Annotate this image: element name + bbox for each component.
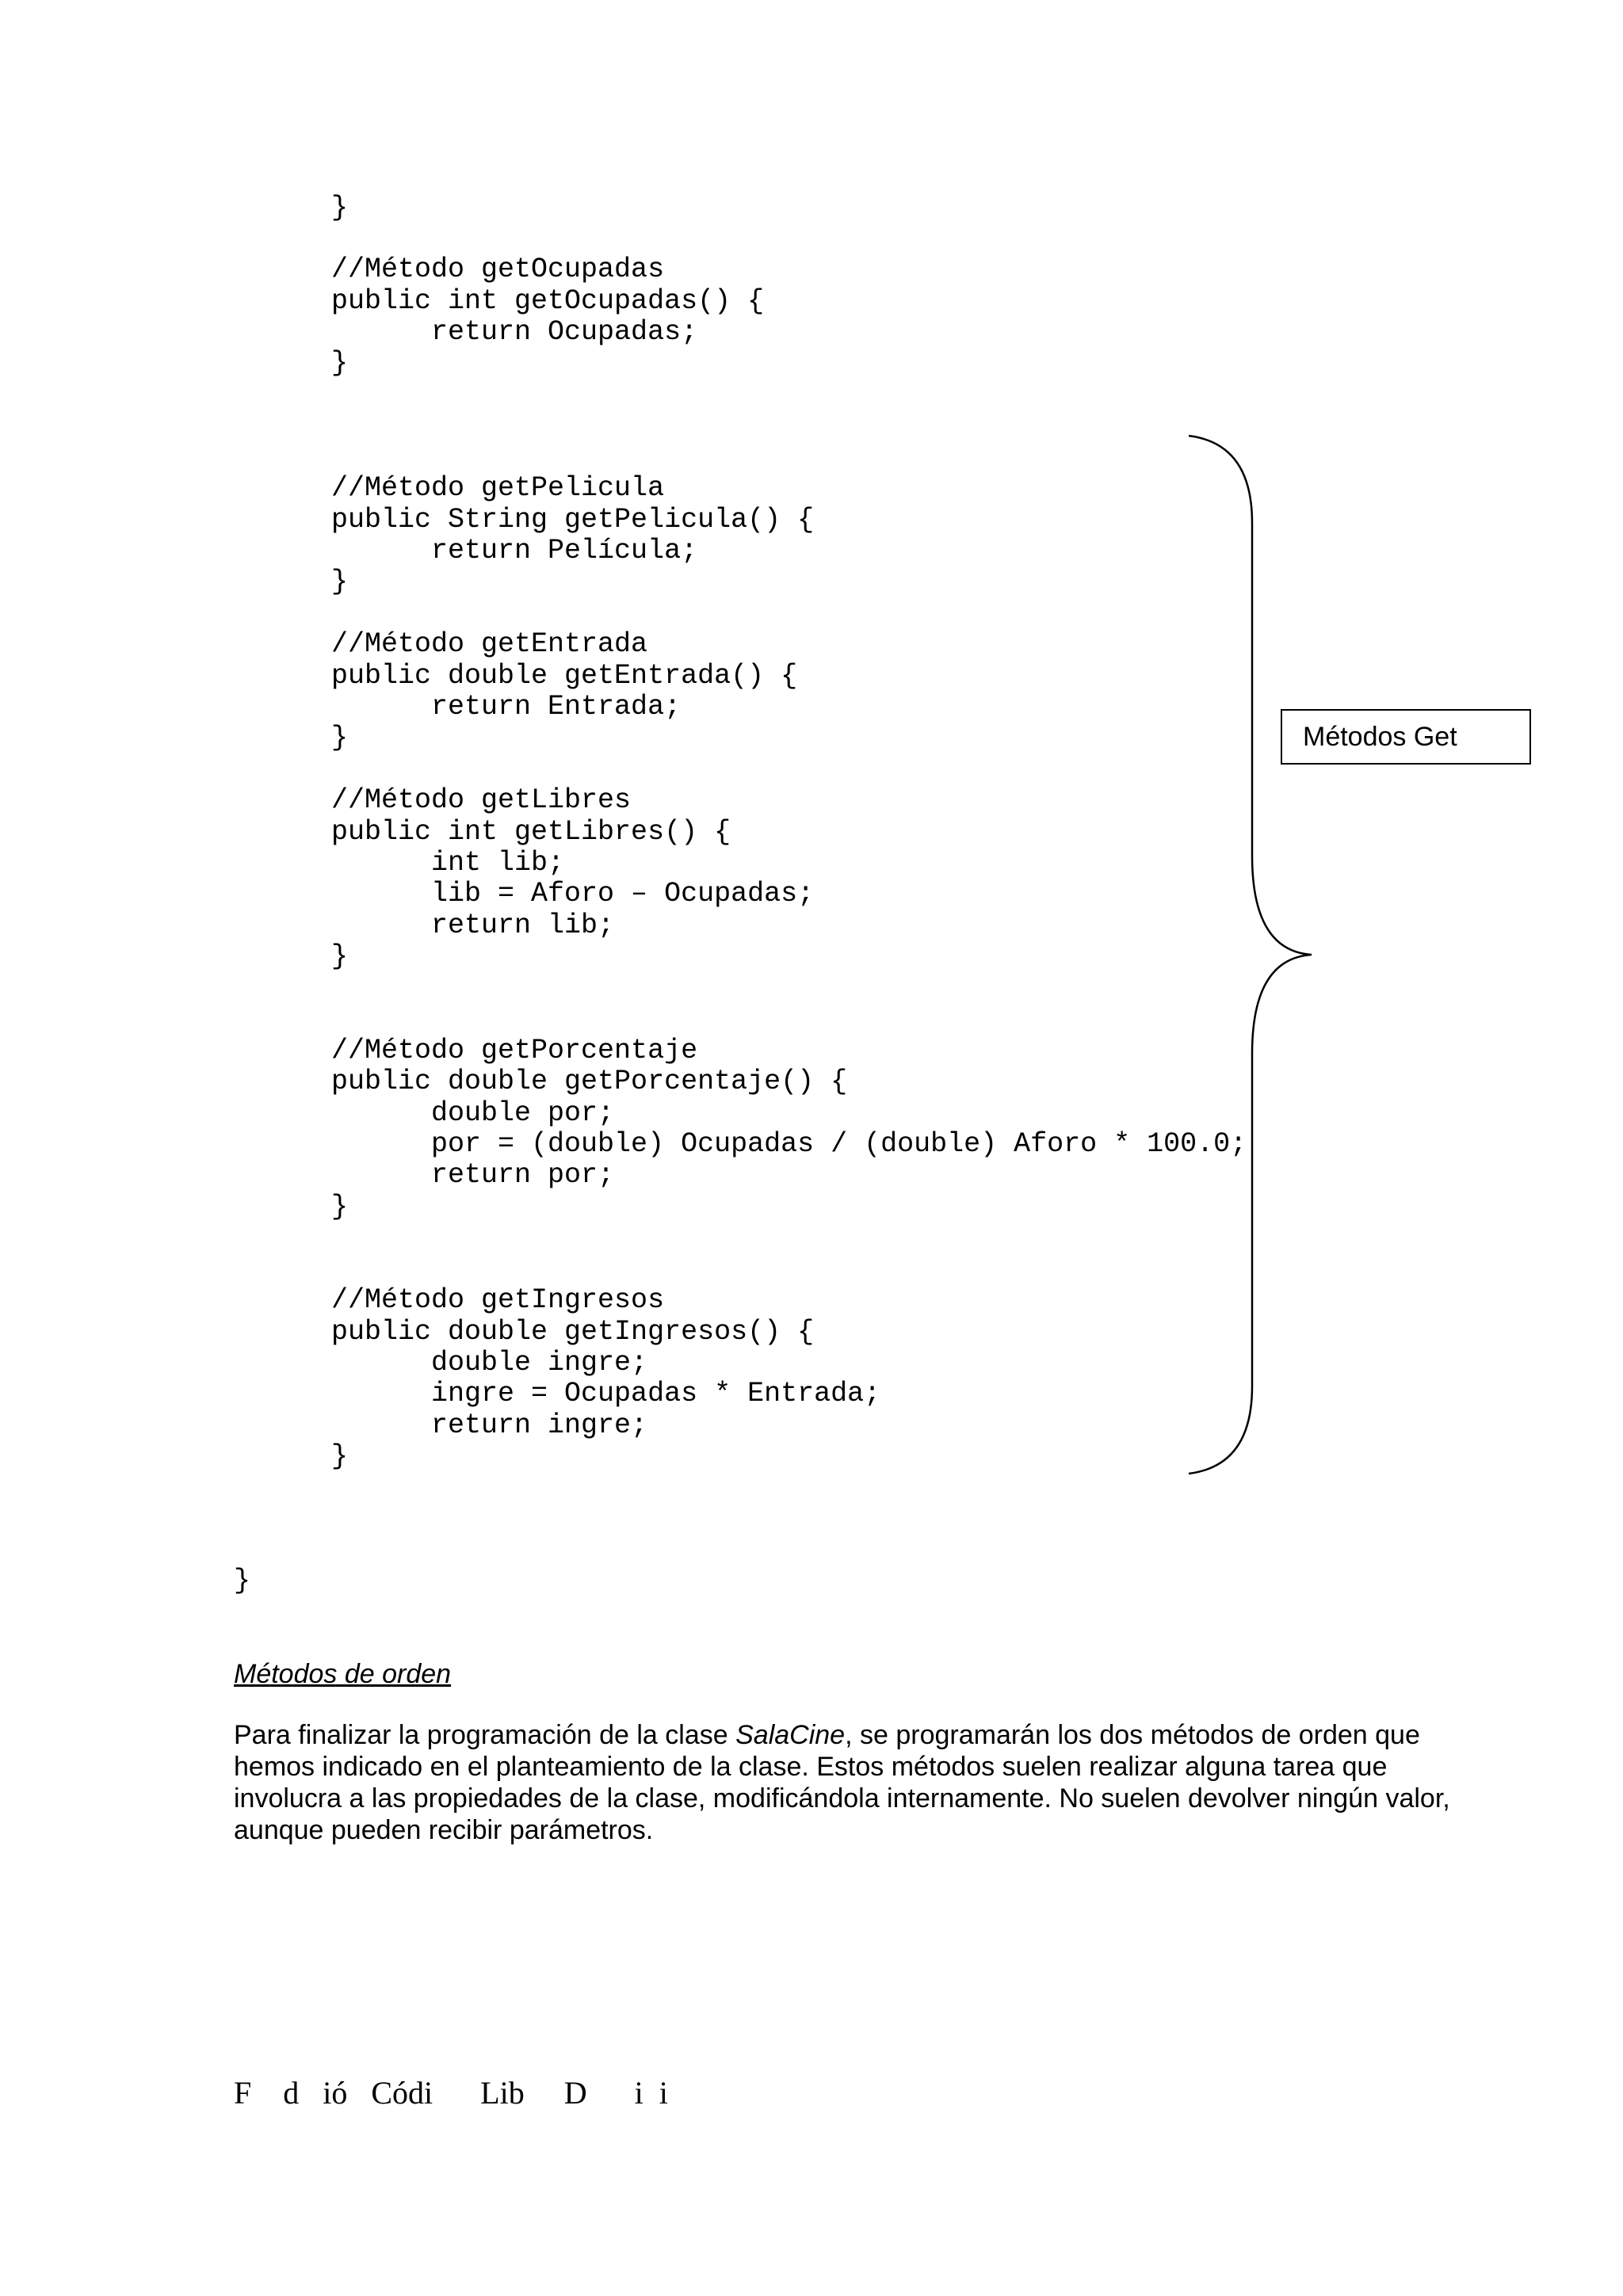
code-line: double por; — [331, 1097, 615, 1129]
code-line: double ingre; — [331, 1347, 648, 1379]
code-line: } — [331, 192, 349, 223]
code-line: } — [331, 1191, 349, 1222]
code-line: } — [234, 1565, 251, 1596]
paragraph-text: , se programarán los dos métodos de orden que hemos indicado en el planteamiento de la clase. Estos métodos suelen realizar alguna tarea que involucra a las propiedades de la clase, modificándola internamente. No suelen devolver ningún valor, aunque pueden recibir parámetros. — [234, 1720, 1450, 1845]
code-line: return Ocupadas; — [331, 316, 698, 348]
class-name: SalaCine — [735, 1720, 846, 1750]
code-comment: //Método getPorcentaje — [331, 1035, 698, 1066]
code-line: } — [331, 1440, 349, 1472]
code-line: return ingre; — [331, 1409, 648, 1441]
code-line: public double getIngresos() { — [331, 1316, 815, 1348]
page-footer: F d ió Códi Lib D i i — [234, 2075, 668, 2111]
code-line: public String getPelicula() { — [331, 504, 815, 536]
annotation-label: Métodos Get — [1281, 709, 1531, 765]
code-line: public int getOcupadas() { — [331, 285, 765, 317]
curly-brace-icon — [1173, 428, 1331, 1489]
code-line: } — [331, 347, 349, 379]
code-line: return por; — [331, 1159, 615, 1191]
code-comment: //Método getEntrada — [331, 628, 648, 660]
code-line: return lib; — [331, 910, 615, 941]
code-line: } — [331, 940, 349, 972]
code-comment: //Método getPelicula — [331, 472, 665, 504]
code-line: int lib; — [331, 847, 565, 879]
code-comment: //Método getIngresos — [331, 1284, 665, 1316]
code-line: return Película; — [331, 535, 698, 566]
code-line: } — [331, 722, 349, 753]
section-heading: Métodos de orden — [234, 1659, 452, 1689]
code-line: public double getPorcentaje() { — [331, 1066, 848, 1097]
code-line: } — [331, 566, 349, 597]
paragraph-text: Para finalizar la programación de la clase — [234, 1720, 736, 1750]
code-line: return Entrada; — [331, 691, 682, 723]
code-line: public int getLibres() { — [331, 816, 731, 848]
body-paragraph — [234, 1719, 1502, 1846]
code-line: lib = Aforo – Ocupadas; — [331, 878, 815, 910]
code-line: public double getEntrada() { — [331, 660, 798, 692]
code-comment: //Método getLibres — [331, 784, 632, 816]
code-line: ingre = Ocupadas * Entrada; — [331, 1378, 881, 1409]
code-line: por = (double) Ocupadas / (double) Aforo * 100.0; — [331, 1128, 1247, 1160]
code-comment: //Método getOcupadas — [331, 254, 665, 285]
